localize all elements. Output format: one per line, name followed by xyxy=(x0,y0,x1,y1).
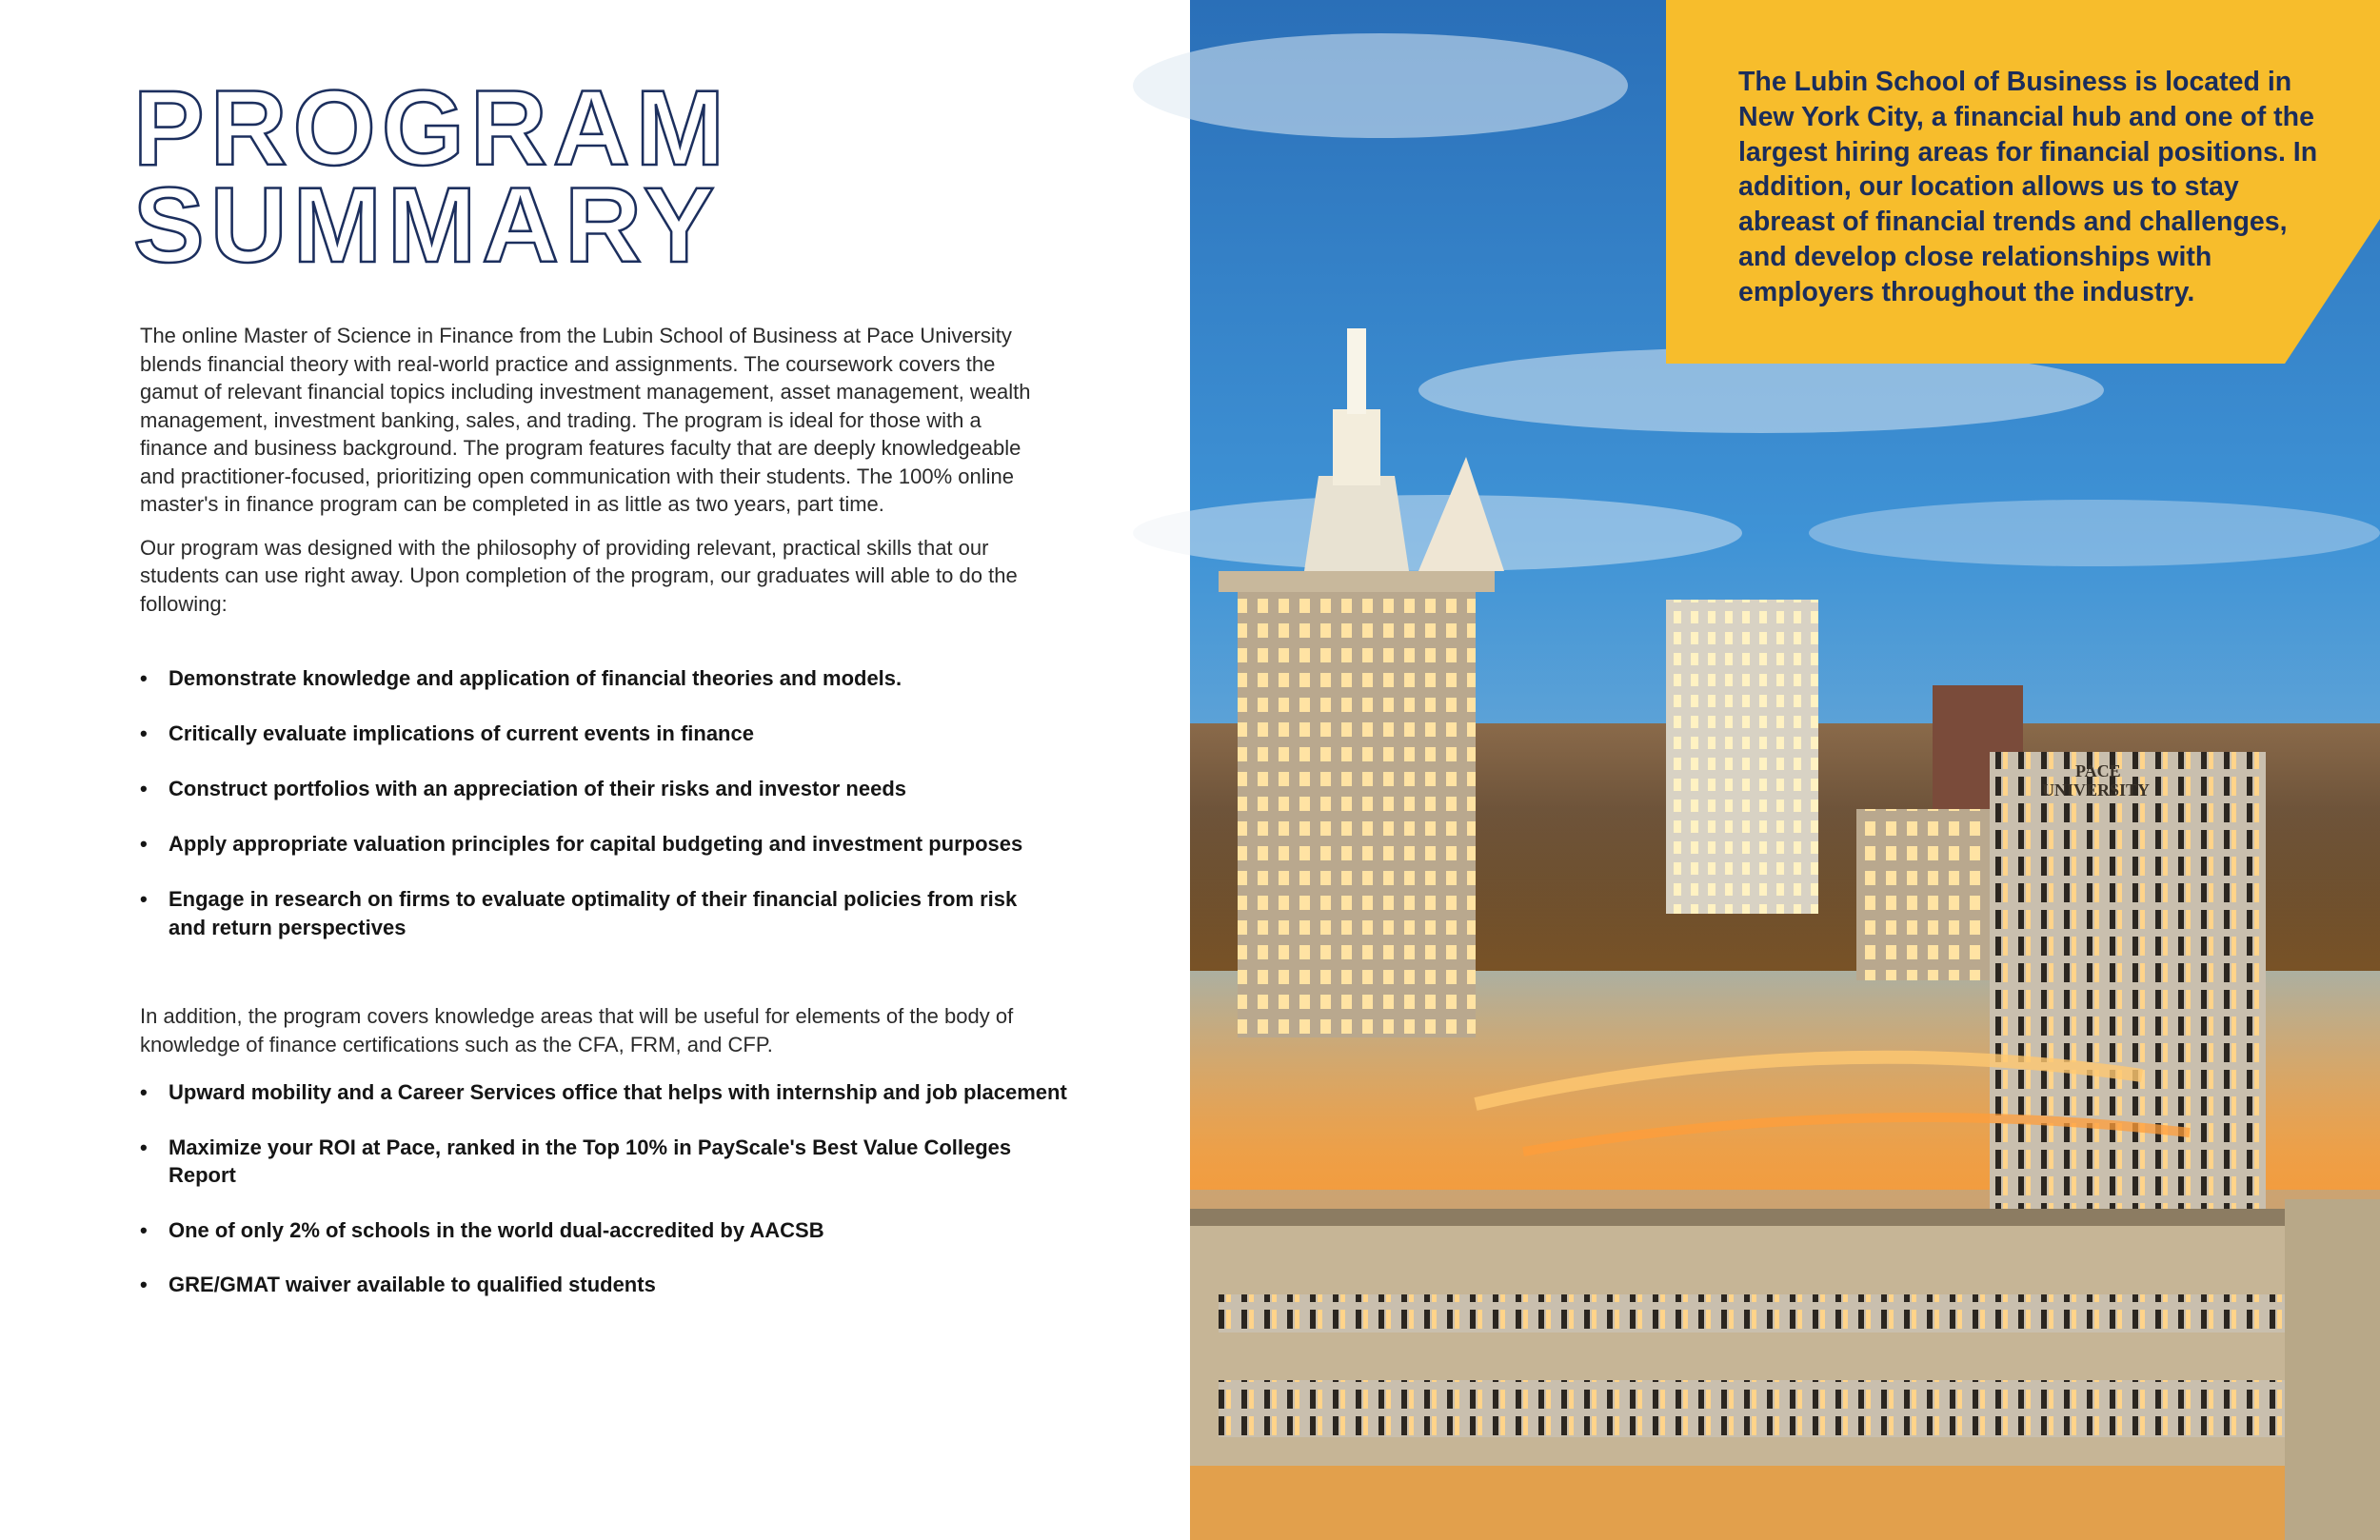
list-item: • One of only 2% of schools in the world dual-accredited by AACSB xyxy=(140,1216,1073,1245)
intro-paragraph-2: Our program was designed with the philosophy of providing relevant, practical skills that our students can use right away. Upon completion of the program, our graduates will able to do the following: xyxy=(140,535,1018,616)
certifications-paragraph: In addition, the program covers knowledge areas that will be useful for elements of the body of knowledge of finance certifications such as the CFA, FRM, and CFP. xyxy=(140,1004,1014,1056)
page-title xyxy=(133,67,730,285)
page-title-line1: PROGRAM xyxy=(133,69,730,188)
list-item: • Critically evaluate implications of current events in finance xyxy=(140,720,1054,748)
highlights-list xyxy=(140,1078,1073,1326)
list-item: • GRE/GMAT waiver available to qualified students xyxy=(140,1271,1073,1299)
list-item: • Maximize your ROI at Pace, ranked in the Top 10% in PayScale's Best Value Colleges Report xyxy=(140,1134,1073,1190)
callout-text: The Lubin School of Business is located in New York City, a financial hub and one of the largest hiring areas for financial positions. In addition, our location allows us to stay abreast of financial trends and challenges, and develop close relationships with employers throughout the industry. xyxy=(1738,67,2318,307)
list-item: • Construct portfolios with an appreciation of their risks and investor needs xyxy=(140,775,1054,803)
intro-section xyxy=(140,322,1054,633)
list-item: • Demonstrate knowledge and application of financial theories and models. xyxy=(140,664,1054,693)
building-sign-line1: PACE xyxy=(2075,761,2121,780)
building-sign-line2: UNIVERSITY xyxy=(2042,780,2151,800)
list-item: • Apply appropriate valuation principles for capital budgeting and investment purposes xyxy=(140,830,1054,859)
list-item: • Engage in research on firms to evaluate optimality of their financial policies from risk and return perspectives xyxy=(140,885,1054,941)
outcomes-list xyxy=(140,664,1054,969)
intro-paragraph-1: The online Master of Science in Finance from the Lubin School of Business at Pace University blends financial theory with real-world practice and assignments. The coursework covers the gamut of relevant financial topics including investment management, asset management, wealth management, investment banking, sales, and trading. The program is ideal for those with a finance and business background. The program features faculty that are deeply knowledgeable and practitioner-focused, prioritizing open communication with their students. The 100% online master's in finance program can be completed in as little as two years, part time. xyxy=(140,324,1031,516)
page-title-line2: SUMMARY xyxy=(133,166,721,285)
list-item: • Upward mobility and a Career Services office that helps with internship and job placement xyxy=(140,1078,1073,1107)
